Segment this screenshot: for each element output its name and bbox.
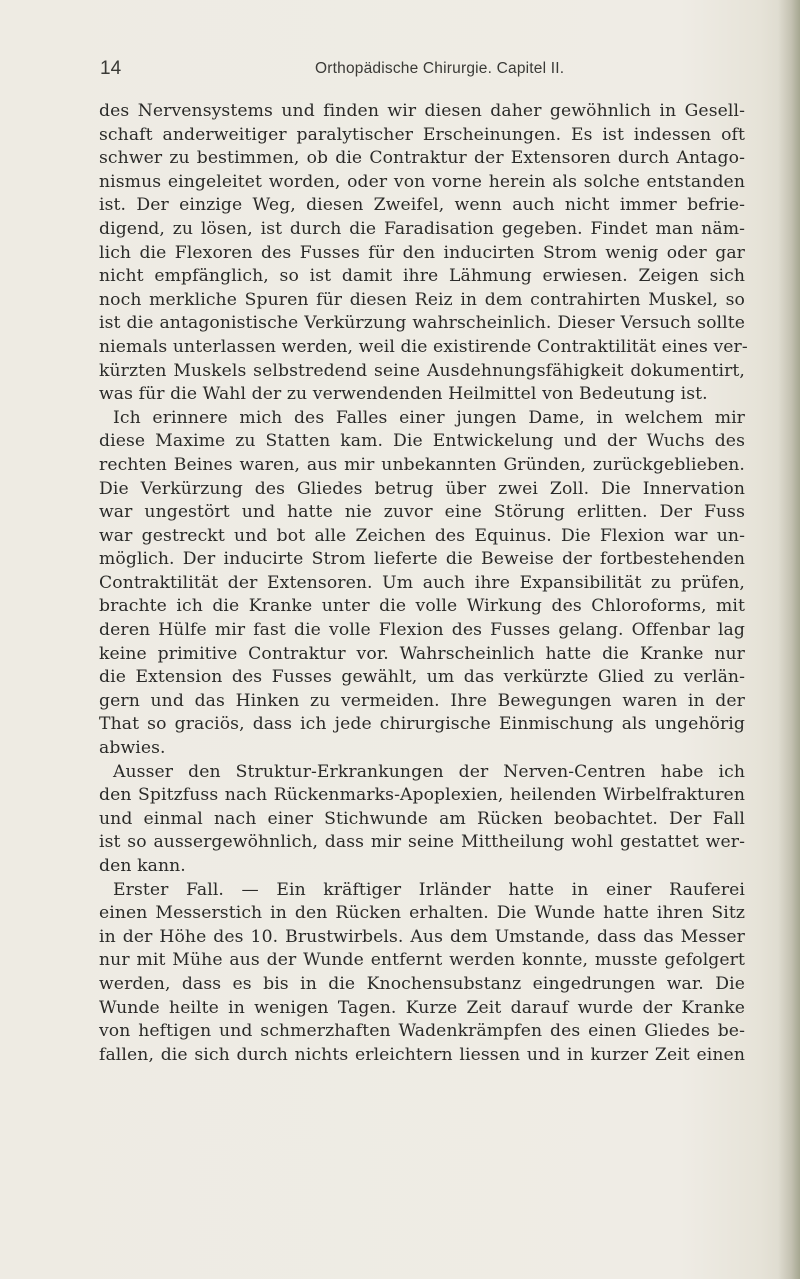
text-line: Die Verkürzung des Gliedes betrug über zwei Zoll. Die Innervation: [99, 478, 745, 499]
text-line: deren Hülfe mir fast die volle Flexion des Fusses gelang. Offenbar lag: [99, 620, 745, 641]
text-line: ist. Der einzige Weg, diesen Zweifel, wenn auch nicht immer befrie-: [99, 195, 745, 216]
text-line: nicht empfänglich, so ist damit ihre Lähmung erwiesen. Zeigen sich: [99, 266, 745, 287]
running-title: Orthopädische Chirurgie. Capitel II.: [315, 60, 565, 77]
text-line: niemals unterlassen werden, weil die existirende Contraktilität eines ver-: [99, 336, 748, 357]
text-line: war ungestört und hatte nie zuvor eine Störung erlitten. Der Fuss: [99, 502, 745, 523]
text-line: ist die antagonistische Verkürzung wahrscheinlich. Dieser Versuch sollte: [99, 313, 745, 334]
text-line: von heftigen und schmerzhaften Wadenkrämpfen des einen Gliedes be-: [99, 1021, 745, 1042]
text-line: einen Messerstich in den Rücken erhalten. Die Wunde hatte ihren Sitz: [99, 903, 745, 924]
page-number: 14: [100, 58, 122, 79]
text-line: nur mit Mühe aus der Wunde entfernt werden konnte, musste gefolgert: [99, 950, 745, 971]
text-line: den kann.: [99, 856, 186, 876]
text-line: schaft anderweitiger paralytischer Erscheinungen. Es ist indessen oft: [99, 124, 745, 145]
text-line: fallen, die sich durch nichts erleichtern liessen und in kurzer Zeit einen: [99, 1044, 745, 1065]
text-line: kürzten Muskels selbstredend seine Ausdehnungsfähigkeit dokumentirt,: [99, 360, 745, 381]
text-line: ist so aussergewöhnlich, dass mir seine Mittheilung wohl gestattet wer-: [99, 832, 745, 853]
page-header: [100, 58, 740, 88]
text-line: möglich. Der inducirte Strom lieferte die Beweise der fortbestehenden: [99, 549, 745, 570]
text-line: nismus eingeleitet worden, oder von vorne herein als solche entstanden: [99, 171, 745, 192]
text-line: Ich erinnere mich des Falles einer jungen Dame, in welchem mir: [113, 407, 745, 428]
text-line: Ausser den Struktur-Erkrankungen der Nerven-Centren habe ich: [113, 761, 745, 782]
text-line: brachte ich die Kranke unter die volle Wirkung des Chloroforms, mit: [99, 596, 745, 617]
text-line: diese Maxime zu Statten kam. Die Entwickelung und der Wuchs des: [99, 431, 745, 452]
text-line: war gestreckt und bot alle Zeichen des Equinus. Die Flexion war un-: [99, 525, 745, 546]
text-line: in der Höhe des 10. Brustwirbels. Aus dem Umstande, dass das Messer: [99, 926, 745, 947]
page-edge-shadow: [778, 0, 800, 1279]
text-line: lich die Flexoren des Fusses für den inducirten Strom wenig oder gar: [99, 242, 745, 263]
text-line: That so graciös, dass ich jede chirurgische Einmischung als ungehörig: [99, 714, 745, 735]
text-line: werden, dass es bis in die Knochensubstanz eingedrungen war. Die: [99, 973, 745, 994]
text-line: Contraktilität der Extensoren. Um auch ihre Expansibilität zu prüfen,: [99, 572, 745, 593]
body-text: [99, 100, 748, 1067]
text-line: den Spitzfuss nach Rückenmarks-Apoplexien, heilenden Wirbelfrakturen: [99, 785, 745, 806]
text-line: digend, zu lösen, ist durch die Faradisation gegeben. Findet man näm-: [99, 218, 745, 239]
text-line: gern und das Hinken zu vermeiden. Ihre Bewegungen waren in der: [99, 690, 745, 711]
text-line: und einmal nach einer Stichwunde am Rücken beobachtet. Der Fall: [99, 808, 745, 829]
text-line: noch merkliche Spuren für diesen Reiz in dem contrahirten Muskel, so: [99, 289, 745, 310]
text-line: Wunde heilte in wenigen Tagen. Kurze Zeit darauf wurde der Kranke: [99, 997, 745, 1018]
text-line: schwer zu bestimmen, ob die Contraktur der Extensoren durch Antago-: [99, 148, 745, 169]
text-line: rechten Beines waren, aus mir unbekannten Gründen, zurückgeblieben.: [99, 454, 745, 475]
text-line: Erster Fall. — Ein kräftiger Irländer hatte in einer Rauferei: [113, 879, 745, 900]
text-line: abwies.: [99, 738, 166, 759]
text-line: was für die Wahl der zu verwendenden Heilmittel von Bedeutung ist.: [99, 384, 708, 405]
text-line: die Extension des Fusses gewählt, um das verkürzte Glied zu verlän-: [99, 667, 745, 688]
text-line: keine primitive Contraktur vor. Wahrscheinlich hatte die Kranke nur: [99, 643, 745, 664]
text-line: des Nervensystems und finden wir diesen daher gewöhnlich in Gesell-: [99, 101, 745, 121]
